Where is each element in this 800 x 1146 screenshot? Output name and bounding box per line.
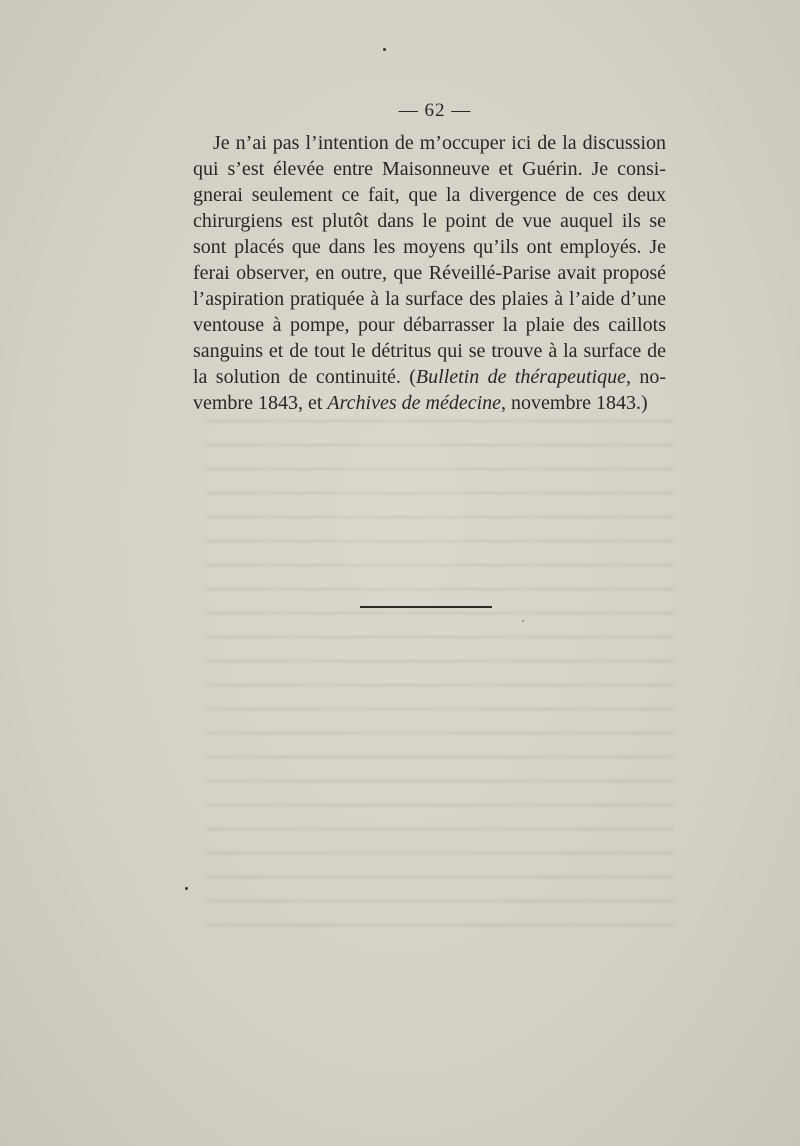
- citation-title: Archives de médecine: [327, 392, 502, 414]
- ink-speck: [383, 48, 386, 51]
- text-line: sanguins et de tout le détritus qui se trouve à la surface de: [193, 340, 666, 362]
- text-line: ventouse à pompe, pour débarrasser la plaie des caillots: [193, 314, 666, 336]
- text-line: chirurgiens est plutôt dans le point de vue auquel ils se: [193, 210, 666, 232]
- text-segment: la solution de continuité. (: [193, 366, 416, 388]
- section-divider: [360, 606, 492, 608]
- text-line: ferai observer, en outre, que Réveillé-Parise avait proposé: [193, 262, 666, 284]
- text-line-citation: [193, 390, 666, 416]
- paragraph: [193, 130, 666, 416]
- citation-title: Bulletin de thérapeutique: [415, 366, 626, 388]
- text-segment: vembre 1843, et: [193, 392, 328, 414]
- ink-speck: [522, 620, 524, 622]
- text-line-citation: [193, 364, 666, 390]
- text-line: Je n’ai pas l’intention de m’occuper ici de la discussion: [213, 132, 666, 154]
- text-segment: , no-: [625, 366, 667, 388]
- text-segment: , novembre 1843.): [501, 392, 648, 414]
- text-line: l’aspiration pratiquée à la surface des plaies à l’aide d’une: [193, 288, 666, 310]
- page-number: — 62 —: [398, 100, 472, 121]
- text-line: gnerai seulement ce fait, que la divergence de ces deux: [193, 184, 666, 206]
- text-line: qui s’est élevée entre Maisonneuve et Guérin. Je consi-: [193, 158, 666, 180]
- ink-speck: [185, 887, 188, 890]
- bleed-through-text: [205, 420, 675, 960]
- text-line: sont placés que dans les moyens qu’ils ont employés. Je: [193, 236, 666, 258]
